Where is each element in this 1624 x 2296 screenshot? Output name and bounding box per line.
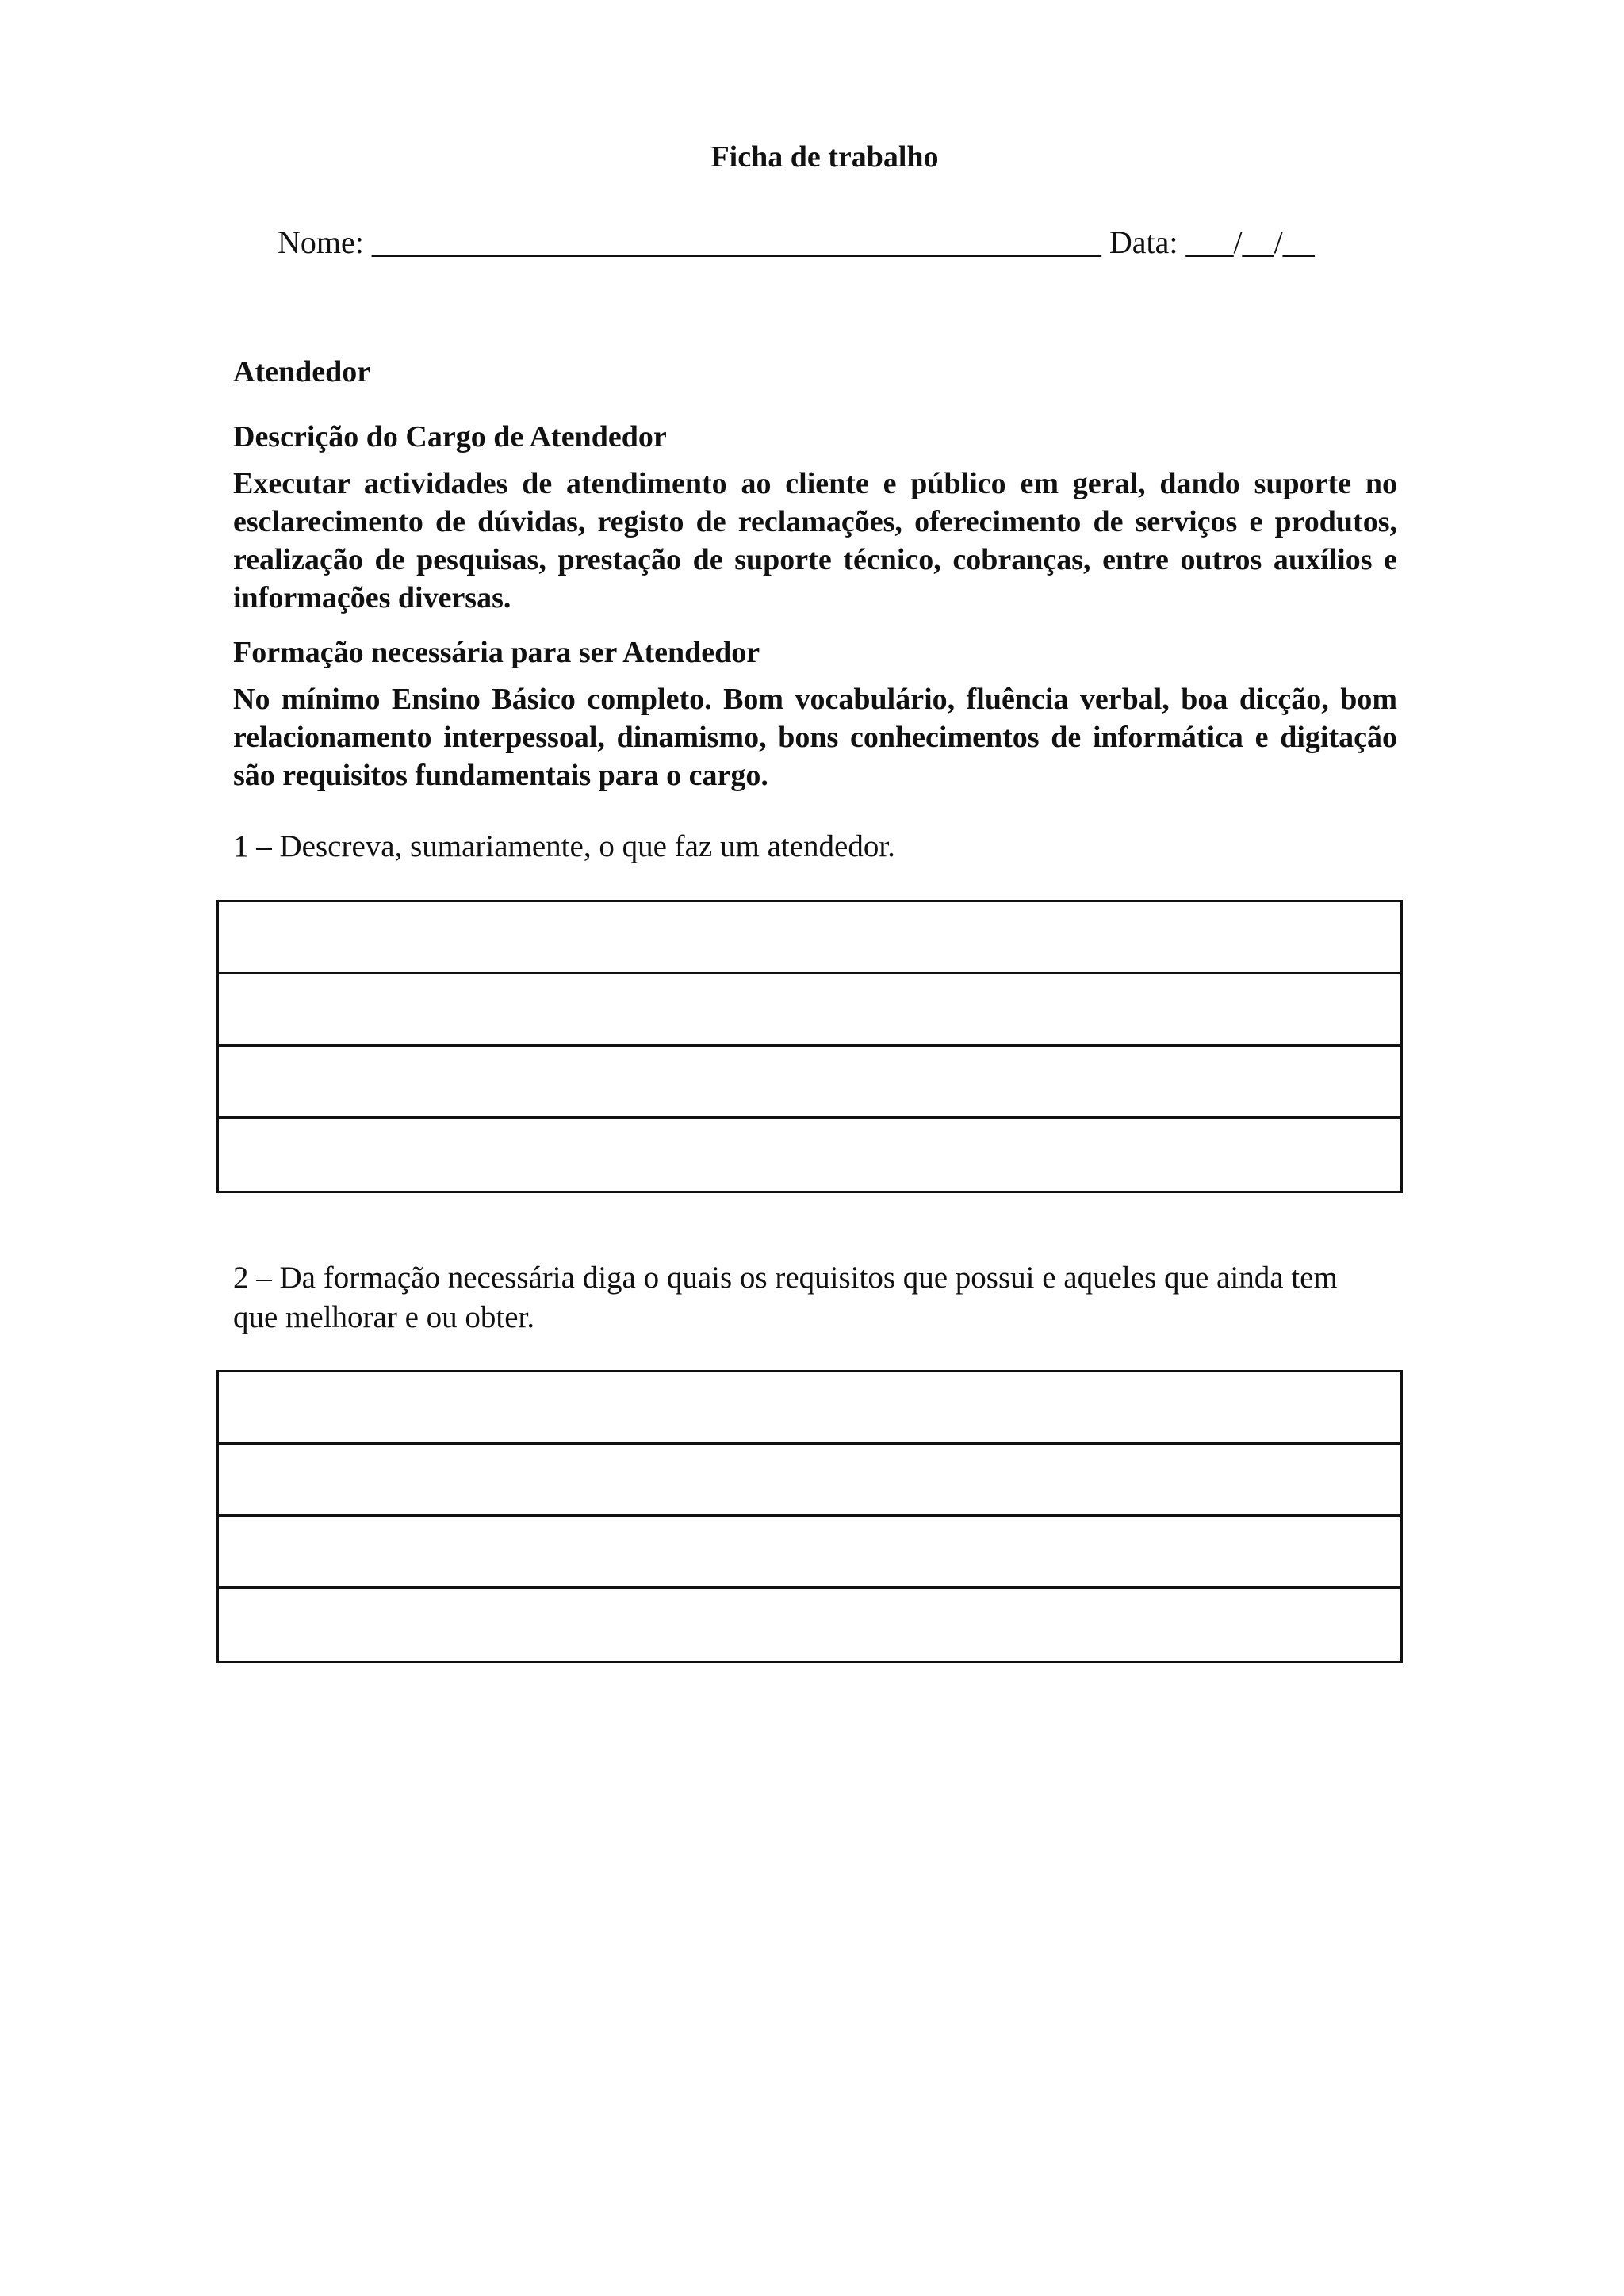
description-heading: Descrição do Cargo de Atendedor — [233, 420, 667, 453]
answer-line[interactable] — [219, 1445, 1400, 1517]
answer-line[interactable] — [219, 1589, 1400, 1661]
answer-line[interactable] — [219, 902, 1400, 974]
answer-line[interactable] — [219, 1517, 1400, 1589]
description-text: Executar actividades de atendimento ao cliente e público em geral, dando suporte no esclarecimento de dúvidas, registo de reclamações, oferecimento de serviços e produtos, realização de pesquisas, prestação de suporte técnico, cobranças, entre outros auxílios e informações diversas. — [233, 467, 1397, 614]
name-date-line — [278, 224, 1315, 261]
training-text: No mínimo Ensino Básico completo. Bom vocabulário, fluência verbal, boa dicção, bom relacionamento interpessoal, dinamismo, bons conhecimentos de informática e digitação são requisitos fundamentais para o cargo. — [233, 683, 1397, 792]
answer-line[interactable] — [219, 1047, 1400, 1119]
training-heading: Formação necessária para ser Atendedor — [233, 636, 760, 669]
answer-box-1 — [216, 900, 1403, 1193]
name-field[interactable]: ______________________________________________ — [371, 224, 1101, 260]
answer-line[interactable] — [219, 1372, 1400, 1445]
name-label: Nome: — [278, 224, 364, 260]
question-2: 2 – Da formação necessária diga o quais os requisitos que possui e aqueles que ainda tem que melhorar e ou obter. — [233, 1261, 1338, 1334]
answer-line[interactable] — [219, 974, 1400, 1047]
answer-line[interactable] — [219, 1119, 1400, 1191]
date-label: Data: — [1109, 224, 1178, 260]
section-heading: Atendedor — [233, 355, 371, 388]
date-field[interactable]: ___/__/__ — [1185, 224, 1315, 260]
answer-box-2 — [216, 1370, 1403, 1663]
page-title: Ficha de trabalho — [710, 140, 939, 174]
question-1: 1 – Descreva, sumariamente, o que faz um atendedor. — [233, 829, 895, 863]
